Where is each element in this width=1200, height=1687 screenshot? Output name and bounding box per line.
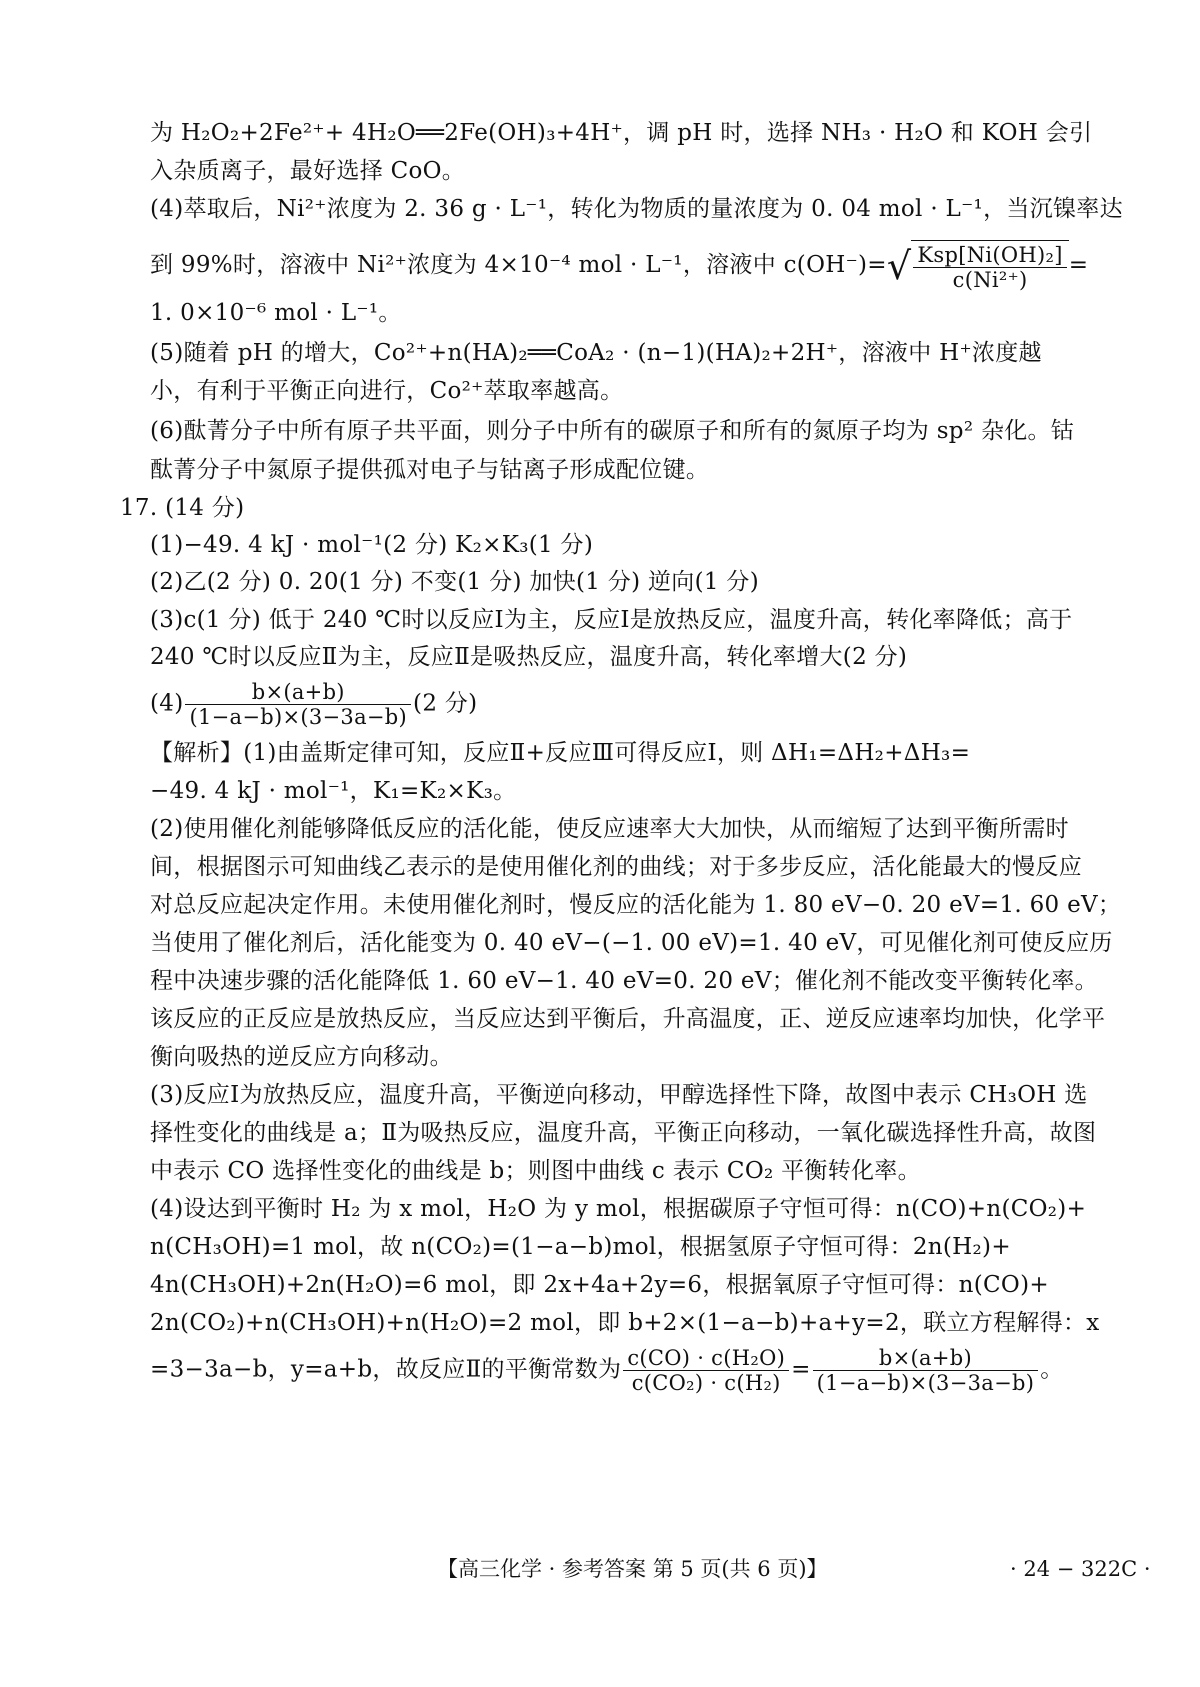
equation-line (150, 680, 1200, 729)
answer-line: (2)乙(2 分) 0. 20(1 分) 不变(1 分) 加快(1 分) 逆向(1 分) (150, 569, 759, 595)
fraction-numerator: b×(a+b) (185, 680, 411, 705)
footer-page-info: 【高三化学 · 参考答案 第 5 页(共 6 页)】 (437, 1557, 828, 1581)
analysis-line: 该反应的正反应是放热反应，当反应达到平衡后，升高温度，正、逆反应速率均加快，化学平 (150, 1006, 1106, 1032)
equation-suffix: (2 分) (413, 690, 478, 717)
analysis-line: −49. 4 kJ · mol⁻¹，K₁=K₂×K₃。 (150, 778, 517, 804)
analysis-line: 衡向吸热的逆反应方向移动。 (150, 1044, 453, 1070)
answer-line: (1)−49. 4 kJ · mol⁻¹(2 分) K₂×K₃(1 分) (150, 532, 594, 558)
text-line: 为 H₂O₂+2Fe²⁺+ 4H₂O══2Fe(OH)₃+4H⁺，调 pH 时，选择 NH₃ · H₂O 和 KOH 会引 (150, 120, 1093, 146)
analysis-line: 程中决速步骤的活化能降低 1. 60 eV−1. 40 eV=0. 20 eV；催化剂不能改变平衡转化率。 (150, 968, 1098, 994)
analysis-line: n(CH₃OH)=1 mol，故 n(CO₂)=(1−a−b)mol，根据氢原子守恒可得：2n(H₂)+ (150, 1234, 1011, 1260)
equation-suffix: 。 (1040, 1356, 1064, 1383)
text-line: 1. 0×10⁻⁶ mol · L⁻¹。 (150, 300, 402, 326)
fraction-denominator: c(Ni²⁺) (952, 268, 1028, 292)
analysis-line: 择性变化的曲线是 a；Ⅱ为吸热反应，温度升高，平衡正向移动，一氧化碳选择性升高，故图 (150, 1120, 1097, 1146)
fraction-denominator: (1−a−b)×(3−3a−b) (189, 705, 408, 729)
analysis-line: (4)设达到平衡时 H₂ 为 x mol，H₂O 为 y mol，根据碳原子守恒可得：n(CO)+n(CO₂)+ (150, 1196, 1087, 1222)
fraction-numerator: Ksp[Ni(OH)₂] (913, 243, 1066, 268)
equation-line (150, 240, 1200, 292)
analysis-line: 对总反应起决定作用。未使用催化剂时，慢反应的活化能为 1. 80 eV−0. 20 eV=1. 60 eV； (150, 892, 1122, 918)
analysis-line: 间，根据图示可知曲线乙表示的是使用催化剂的曲线；对于多步反应，活化能最大的慢反应 (150, 854, 1082, 880)
analysis-line: 当使用了催化剂后，活化能变为 0. 40 eV−(−1. 00 eV)=1. 40 eV，可见催化剂可使反应历 (150, 930, 1113, 956)
text-line: 小，有利于平衡正向进行，Co²⁺萃取率越高。 (150, 378, 624, 404)
analysis-line: 2n(CO₂)+n(CH₃OH)+n(H₂O)=2 mol，即 b+2×(1−a−b)+a+y=2，联立方程解得：x (150, 1310, 1100, 1336)
text-line: (4)萃取后，Ni²⁺浓度为 2. 36 g · L⁻¹，转化为物质的量浓度为 0. 04 mol · L⁻¹，当沉镍率达 (150, 196, 1123, 222)
text-line: 入杂质离子，最好选择 CoO。 (150, 158, 466, 184)
fraction-numerator: c(CO) · c(H₂O) (623, 1346, 789, 1371)
answer-line: (3)c(1 分) 低于 240 ℃时以反应Ⅰ为主，反应Ⅰ是放热反应，温度升高，转化率降低；高于 (150, 607, 1073, 633)
text-line: (6)酞菁分子中所有原子共平面，则分子中所有的碳原子和所有的氮原子均为 sp² 杂化。钴 (150, 418, 1075, 444)
analysis-line: (2)使用催化剂能够降低反应的活化能，使反应速率大大加快，从而缩短了达到平衡所需时 (150, 816, 1069, 842)
fraction-denominator: (1−a−b)×(3−3a−b) (816, 1371, 1035, 1395)
analysis-line: 【解析】(1)由盖斯定律可知，反应Ⅱ+反应Ⅲ可得反应Ⅰ，则 ΔH₁=ΔH₂+ΔH₃= (150, 740, 971, 766)
equation-prefix: =3−3a−b，y=a+b，故反应Ⅱ的平衡常数为 (150, 1356, 622, 1383)
analysis-line: 4n(CH₃OH)+2n(H₂O)=6 mol，即 2x+4a+2y=6，根据氧原子守恒可得：n(CO)+ (150, 1272, 1049, 1298)
fraction-denominator: c(CO₂) · c(H₂) (631, 1371, 781, 1395)
equation-equals: = (791, 1356, 811, 1383)
equation-prefix: (4) (150, 690, 184, 717)
footer-code: · 24 − 322C · (1010, 1557, 1151, 1581)
equation-line (150, 1346, 1200, 1395)
analysis-line: (3)反应Ⅰ为放热反应，温度升高，平衡逆向移动，甲醇选择性下降，故图中表示 CH₃OH 选 (150, 1082, 1088, 1108)
text-line: 酞菁分子中氮原子提供孤对电子与钴离子形成配位键。 (150, 457, 710, 483)
text-line: (5)随着 pH 的增大，Co²⁺+n(HA)₂══CoA₂ · (n−1)(HA)₂+2H⁺，溶液中 H⁺浓度越 (150, 340, 1042, 366)
sqrt-expression: √ $\frac{\text{Ksp[Ni(OH)₂]}}{\text{c(Ni²⁺)}}$ (887, 240, 1069, 292)
fraction-numerator: b×(a+b) (813, 1346, 1039, 1371)
equation-prefix: 到 99%时，溶液中 Ni²⁺浓度为 4×10⁻⁴ mol · L⁻¹，溶液中 c(OH⁻)= (150, 252, 887, 278)
equation-suffix: = (1068, 252, 1089, 278)
answer-line: 240 ℃时以反应Ⅱ为主，反应Ⅱ是吸热反应，温度升高，转化率增大(2 分) (150, 644, 908, 670)
question-number: 17. (14 分) (120, 495, 245, 521)
analysis-line: 中表示 CO 选择性变化的曲线是 b；则图中曲线 c 表示 CO₂ 平衡转化率。 (150, 1158, 921, 1184)
